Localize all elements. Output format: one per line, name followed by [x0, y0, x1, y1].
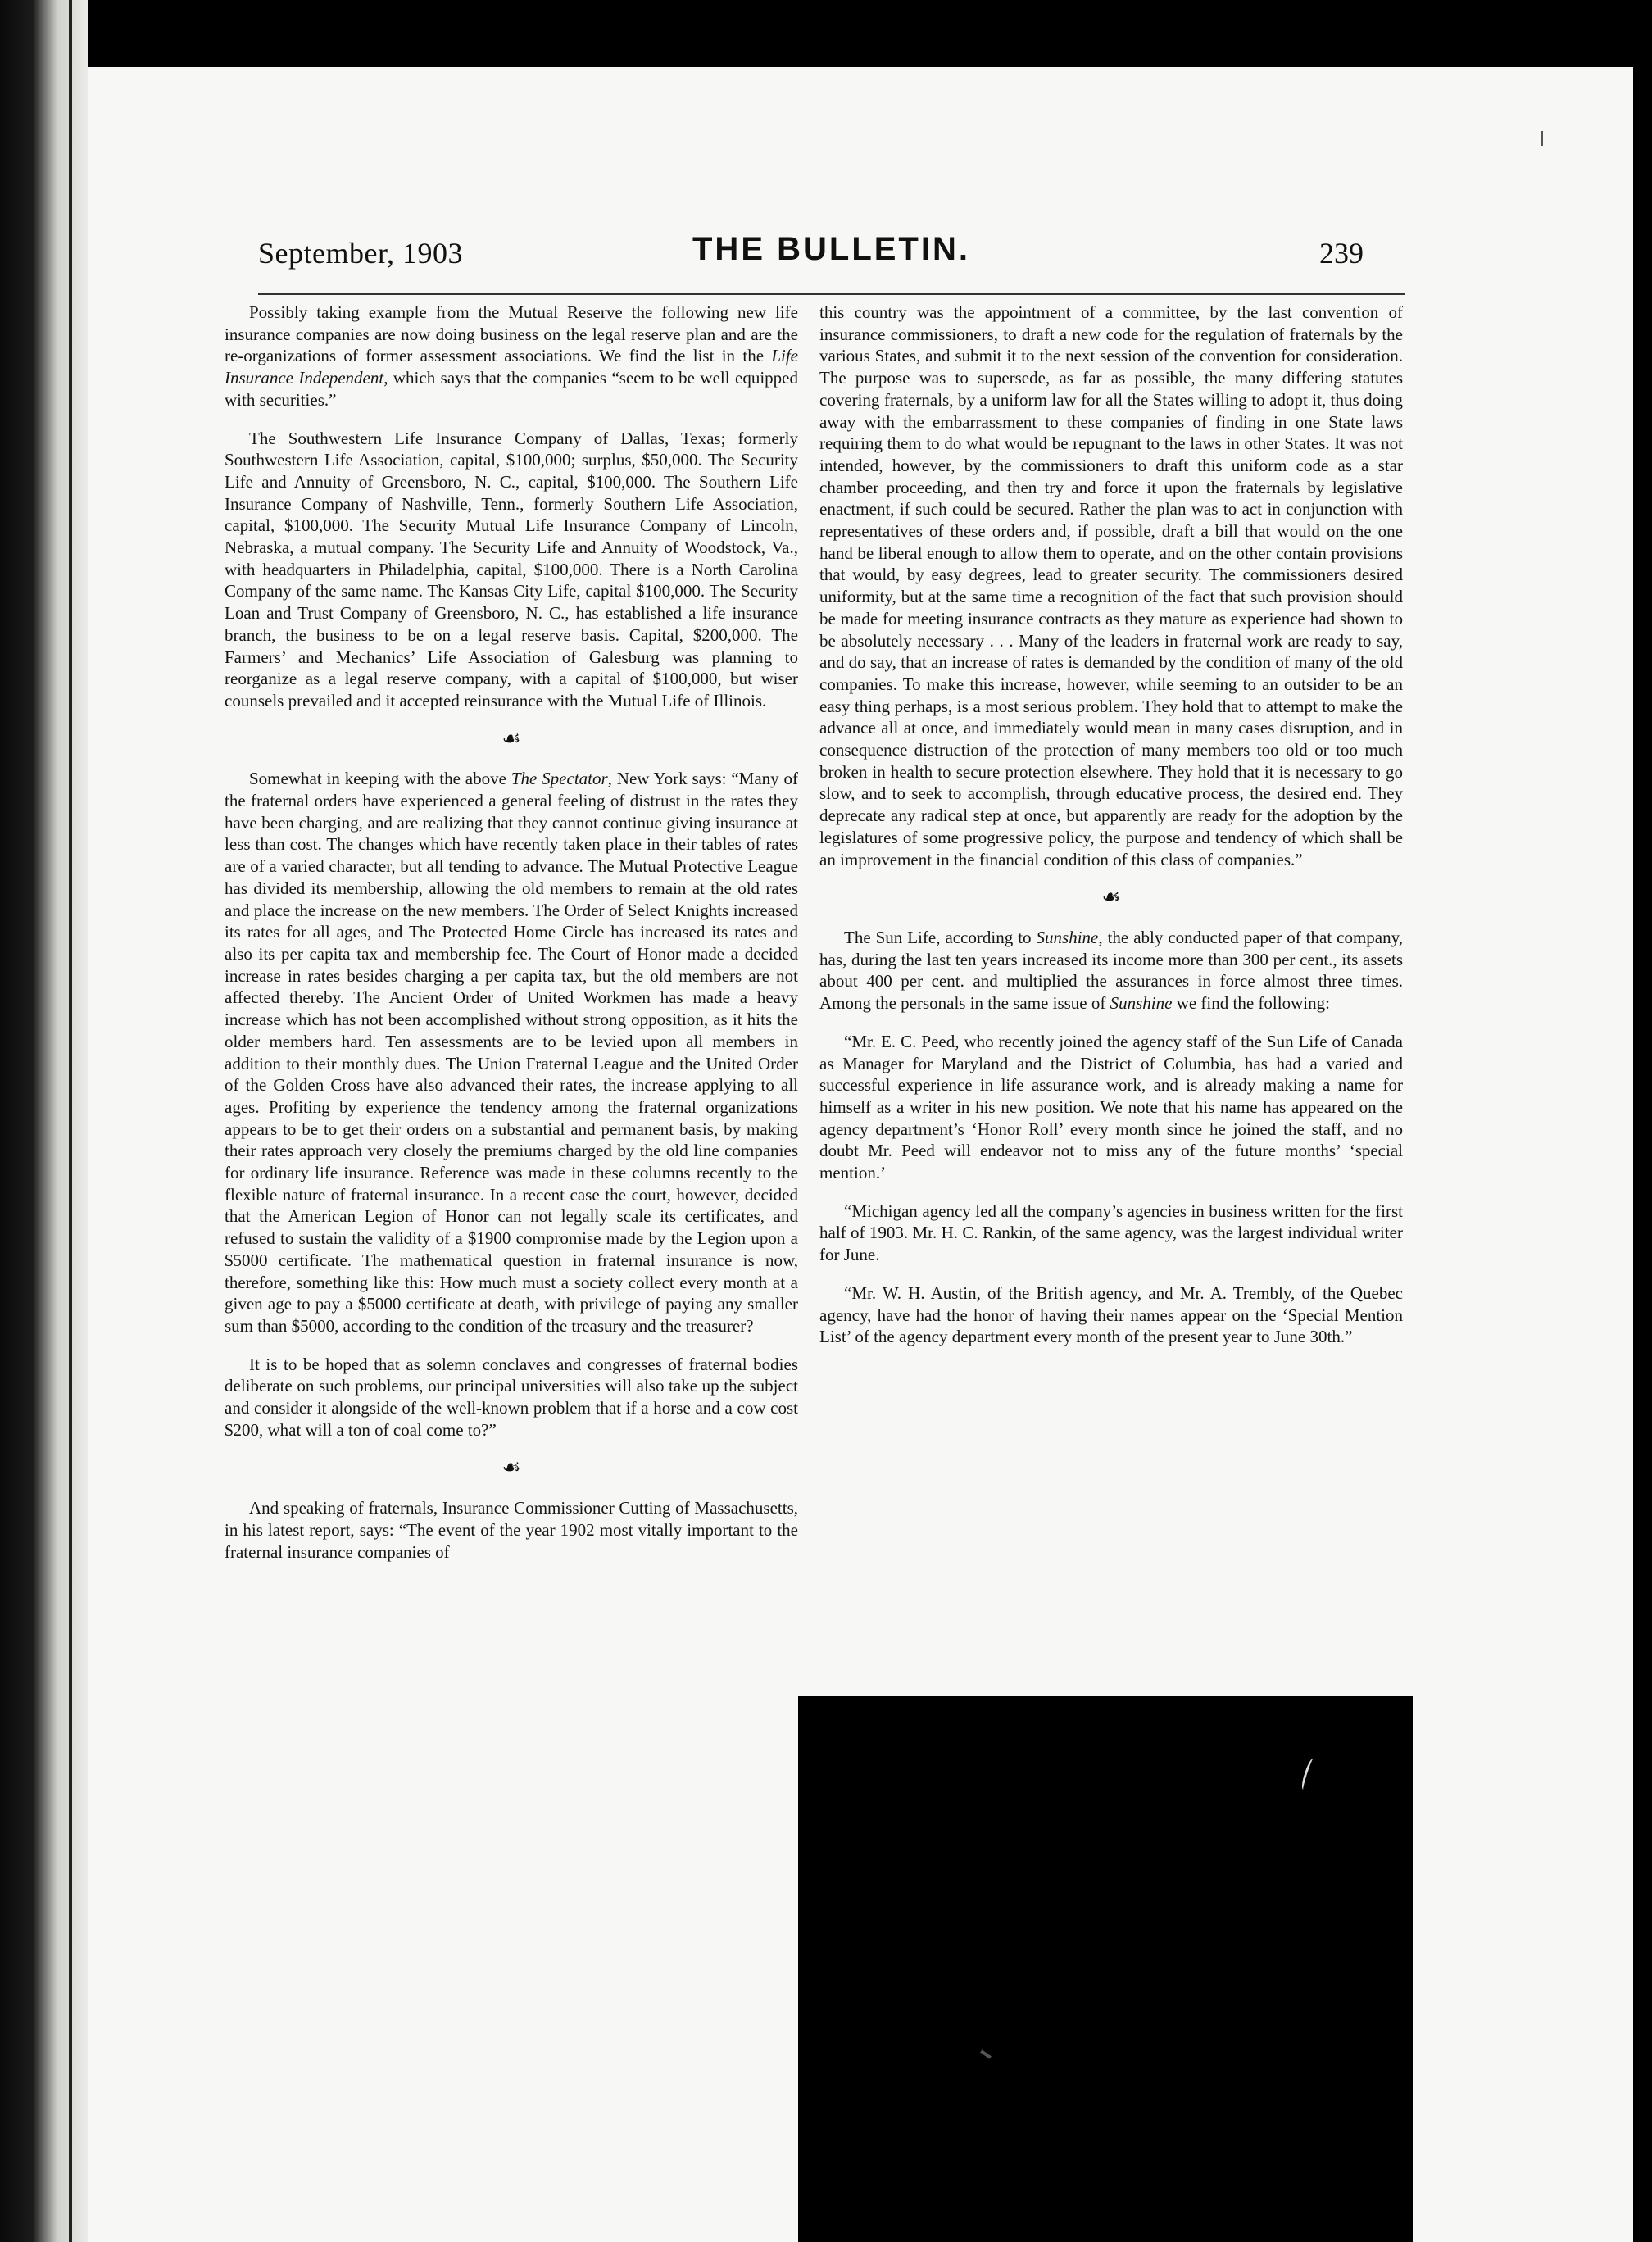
article-paragraph: “Mr. E. C. Peed, who recently joined the agency staff of the Sun Life of Canada as Manager for Maryland and the District of Columbia, has had a varied and successful experience in life assurance work, and is already making a name for himself as a writer in his new position. We note that his name has appeared on the agency department’s ‘Honor Roll’ every month since he joined the staff, and no doubt Mr. Peed will endeavor not to miss any of the future months’ ‘special mention.’ — [819, 1031, 1403, 1183]
article-paragraph: “Mr. W. H. Austin, of the British agency, and Mr. A. Trembly, of the Quebec agency, have had the honor of having their names appear on the ‘Special Mention List’ of the agency department every month of the present year to June 30th.” — [819, 1282, 1403, 1347]
page-header — [258, 231, 1405, 288]
binding-spine — [69, 0, 72, 2242]
fleuron-ornament: ☙ — [502, 726, 521, 751]
header-rule — [258, 293, 1405, 295]
issue-date: September, 1903 — [258, 237, 464, 270]
article-paragraph: Possibly taking example from the Mutual Reserve the following new life insurance companies are now doing business on the legal reserve plan and are the re-organizations of former assessment associations. We find the list in the Life Insurance Independent, which says that the companies “seem to be well equipped with securities.” — [225, 302, 798, 410]
article-paragraph: The Sun Life, according to Sunshine, the ably conducted paper of that company, has, during the last ten years increased its income more than 300 per cent., its assets about 400 per cent. and multiplied the assurances in force almost three times. Among the personals in the same issue of Sunshine we find the following: — [819, 927, 1403, 1014]
article-paragraph: “Michigan agency led all the company’s agencies in business written for the first half of 1903. Mr. H. C. Rankin, of the same agency, was the largest individual writer for June. — [819, 1200, 1403, 1265]
left-column — [225, 302, 798, 1579]
scan-mask-block — [798, 1696, 1413, 2242]
page-number: 239 — [1319, 237, 1364, 270]
article-paragraph: The Southwestern Life Insurance Company of Dallas, Texas; formerly Southwestern Life Association, capital, $100,000; surplus, $50,000. The Security Life and Annuity of Greensboro, N. C., capital, $100,000. The Southern Life Insurance Company of Nashville, Tenn., formerly Southern Life Association, capital, $100,000. The Security Mutual Life Insurance Company of Lincoln, Nebraska, a mutual company. The Security Life and Annuity of Woodstock, Va., with headquarters in Philadelphia, capital, $100,000. There is a North Carolina Company of the same name. The Kansas City Life, capital $100,000. The Security Loan and Trust Company of Greensboro, N. C., has established a life insurance branch, the business to be on a legal reserve basis. Capital, $200,000. The Farmers’ and Mechanics’ Life Association of Galesburg was planning to reorganize as a legal reserve company, with a capital of $100,000, but wiser counsels prevailed and it accepted reinsurance with the Mutual Life of Illinois. — [225, 428, 798, 710]
article-paragraph: Somewhat in keeping with the above The Spectator, New York says: “Many of the fraternal orders have experienced a general feeling of distrust in the rates they have been charging, and are realizing that they cannot continue giving insurance at less than cost. The changes which have recently taken place in their tables of rates are of a varied character, but all tending to advance. The Mutual Protective League has divided its membership, allowing the old members to remain at the old rates and place the increase on the new members. The Order of Select Knights increased its rates for all ages, and The Protected Home Circle has increased its rates and also its per capita tax and membership fee. The Court of Honor made a decided increase in rates besides charging a per capita tax, but the old members are not affected thereby. The Ancient Order of United Workmen has made a heavy increase which has not been accomplished without strong opposition, as it hits the older members hard. Ten assessments are to be levied upon all members in addition to their monthly dues. The Union Fraternal League and the United Order of the Golden Cross have also advanced their rates, the increase applying to all ages. Profiting by experience the tendency among the fraternal organizations appears to be to get their orders on a substantial and permanent basis, by making their rates approach very closely the premiums charged by the old line companies for ordinary life insurance. Reference was made in these columns recently to the flexible nature of fraternal insurance. In a recent case the court, however, decided that the American Legion of Honor can not legally scale its certificates, and refused to sustain the validity of a $1900 compromise made by the Legion upon a $5000 certificate. The mathematical question in fraternal insurance is now, therefore, something like this: How much must a society collect every month at a given age to pay a $5000 certificate at death, with privilege of paying any smaller sum than $5000, according to the condition of the treasury and the treasurer? — [225, 769, 798, 1336]
fleuron-ornament: ☙ — [502, 1455, 521, 1480]
scan-artifact — [1541, 131, 1543, 146]
right-column — [819, 302, 1403, 1364]
fleuron-ornament: ☙ — [1101, 885, 1121, 910]
scan-left-edge — [0, 0, 88, 2242]
publication-title: THE BULLETIN. — [692, 231, 970, 267]
article-paragraph: this country was the appointment of a committee, by the last convention of insurance commissioners, to draft a new code for the regulation of fraternals by the various States, and submit it to the next session of the convention for consideration. The purpose was to supersede, as far as possible, the many differing statutes covering fraternals, by a uniform law for all the States willing to adopt it, thus doing away with the embarrassment to these companies of finding in one State laws requiring them to do what would be repugnant to the laws in other States. It was not intended, however, by the commissioners to draft this uniform code as a star chamber proceeding, and then try and force it upon the fraternals by legislative enactment, if such could be secured. Rather the plan was to act in conjunction with representatives of these orders and, if possible, draft a bill that would on the one hand be liberal enough to allow them to operate, and on the other contain provisions that would, by easy degrees, lead to greater security. The commissioners desired uniformity, but at the same time a recognition of the fact that such provision should be made for meeting insurance contracts as they mature as experience had shown to be absolutely necessary . . . Many of the leaders in fraternal work are ready to say, and do say, that an increase of rates is demanded by the condition of many of the old companies. To make this increase, however, while seeming to an outsider to be an easy thing perhaps, is a most serious problem. They hold that to attempt to make the advance all at once, and immediately would mean in many cases disruption, and in consequence distruction of the protection of many members too old or too much broken in health to secure protection elsewhere. They hold that it is necessary to go slow, and to seek to accomplish, through educative process, the desired end. They deprecate any radical step at once, but apparently are ready for the adoption by the legislatures of some progressive policy, the purpose and tendency of which shall be an improvement in the financial condition of this class of companies.” — [819, 302, 1403, 869]
article-paragraph: And speaking of fraternals, Insurance Commissioner Cutting of Massachusetts, in his latest report, says: “The event of the year 1902 most vitally important to the fraternal insurance companies of — [225, 1498, 798, 1562]
article-paragraph: It is to be hoped that as solemn conclaves and congresses of fraternal bodies deliberate on such problems, our principal universities will also take up the subject and consider it alongside of the well-known problem that if a horse and a cow cost $200, what will a ton of coal come to?” — [225, 1354, 798, 1440]
